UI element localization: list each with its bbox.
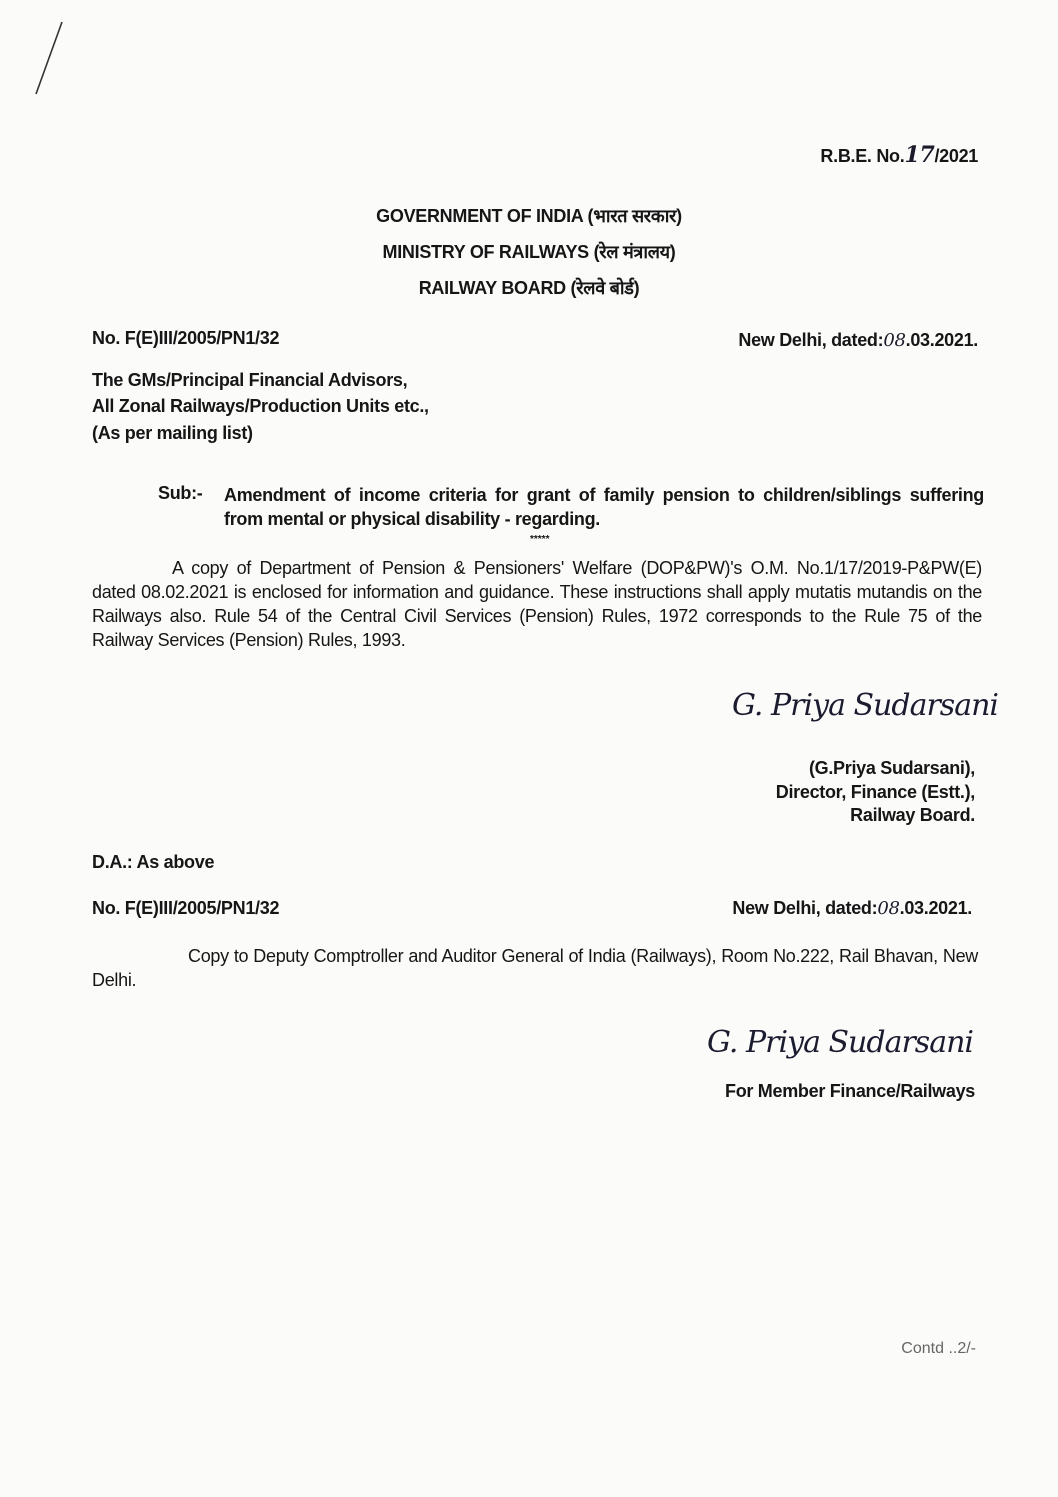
reference-date xyxy=(738,330,978,351)
rbe-number xyxy=(820,142,978,168)
signatory-office: Railway Board. xyxy=(850,805,975,825)
body-paragraph: A copy of Department of Pension & Pensioners' Welfare (DOP&PW)'s O.M. No.1/17/2019-P&PW(E) dated 08.02.2021 is enclosed for information and guidance. These instructions shall apply mutatis mutandis on the Railways also. Rule 54 of the Central Civil Services (Pension) Rules, 1972 corresponds to the Rule 75 of the Railway Services (Pension) Rules, 1993. xyxy=(92,558,982,650)
date-handwritten-day: 08 xyxy=(877,898,900,919)
date-handwritten-day: 08 xyxy=(883,330,906,351)
documents-attached: D.A.: As above xyxy=(92,852,215,872)
signatory-designation: Director, Finance (Estt.), xyxy=(775,782,975,802)
signatory-name: (G.Priya Sudarsani), xyxy=(808,758,975,778)
for-member-finance: For Member Finance/Railways xyxy=(725,1081,975,1101)
rbe-prefix: R.B.E. No. xyxy=(820,146,905,166)
copy-reference-number: No. F(E)III/2005/PN1/32 xyxy=(92,898,280,918)
addressee-line: The GMs/Principal Financial Advisors, xyxy=(92,370,408,390)
date-suffix: .03.2021. xyxy=(899,898,972,918)
addressee-line: All Zonal Railways/Production Units etc., xyxy=(92,396,429,416)
copy-paragraph: Copy to Deputy Comptroller and Auditor General of India (Railways), Room No.222, Rail Bhavan, New Delhi. xyxy=(92,946,978,990)
separator-stars: ***** xyxy=(530,534,550,545)
date-suffix: .03.2021. xyxy=(905,330,978,350)
rbe-suffix: /2021 xyxy=(934,146,978,166)
pen-slash-mark xyxy=(30,18,70,100)
subject-label: Sub:- xyxy=(158,483,203,503)
subject-text: Amendment of income criteria for grant of family pension to children/siblings suffering from mental or physical disability - regarding. xyxy=(224,485,984,529)
continued-note: Contd ..2/- xyxy=(901,1340,976,1357)
addressee-line: (As per mailing list) xyxy=(92,423,253,443)
header-line-ministry: MINISTRY OF RAILWAYS (रेल मंत्रालय) xyxy=(382,242,676,262)
signature-1: G. Priya Sudarsani xyxy=(732,688,998,723)
reference-number: No. F(E)III/2005/PN1/32 xyxy=(92,328,280,348)
rbe-handwritten-number: 17 xyxy=(904,142,935,168)
header-line-board: RAILWAY BOARD (रेलवे बोर्ड) xyxy=(418,278,640,298)
date-prefix: New Delhi, dated: xyxy=(738,330,884,350)
date-prefix: New Delhi, dated: xyxy=(732,898,878,918)
signature-2: G. Priya Sudarsani xyxy=(707,1025,973,1060)
header-line-government: GOVERNMENT OF INDIA (भारत सरकार) xyxy=(376,206,682,226)
copy-date xyxy=(732,898,972,919)
